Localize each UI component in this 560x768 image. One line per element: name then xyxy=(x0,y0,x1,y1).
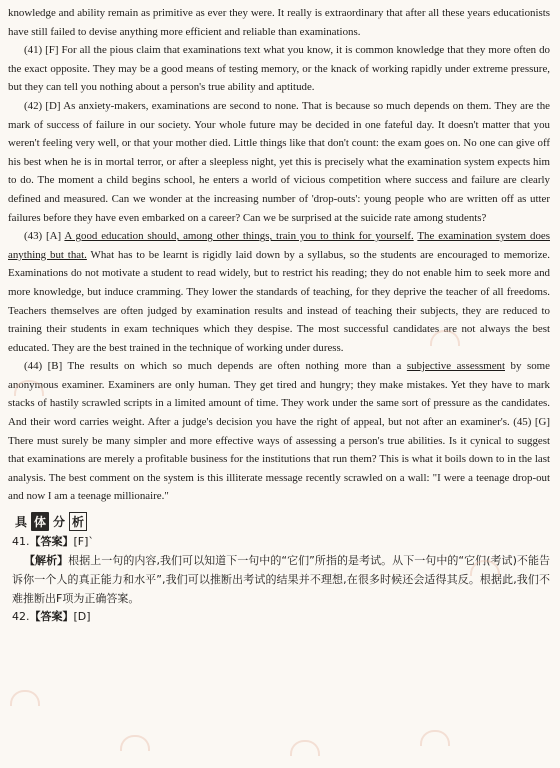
paragraph-44-text-c: by some anonymous examiner. Examiners are only human. They get tired and hungry; they make mistakes. Yet they have to mark stacks of hastily scrawled scripts in a limited amount of time. They work under the same sort of pressure as the candidates. And their word carries weight. After a judge's decision you have the right of appeal, but not after an examiner's. xyxy=(8,360,550,429)
marker-44: (44) [B] xyxy=(24,360,63,373)
paragraph-44 xyxy=(8,357,550,506)
answer-41 xyxy=(12,533,550,551)
intro-text: knowledge and ability remain as primitive as ever they were. It really is extraordinary that after all these years educationists have still failed to devise anything more efficient and reliable than examinations. xyxy=(8,7,550,38)
marker-45: (45) [G] xyxy=(513,416,550,429)
analysis-heading-char-1: 具 xyxy=(15,515,28,530)
answer-41-label: 【答案】 xyxy=(29,535,74,549)
paragraph-41 xyxy=(8,41,550,97)
watermark-logo xyxy=(120,735,152,754)
marker-42: (42) [D] xyxy=(24,99,61,112)
answer-41-value: [F]` xyxy=(73,535,94,549)
analysis-heading-char-2: 体 xyxy=(31,512,49,531)
paragraph-43 xyxy=(8,227,550,357)
paragraph-44-text-d: There must surely be many simpler and more effective ways of assessing a person's true abilities. Is it cynical to suggest that examinations are merely a profitable business for the institutions that run them? This is what it boils down to in the last analysis. The best comment on the system is this illiterate message recently scrawled on a wall: "I were a teenage drop-out and now I am a teenage millionaire." xyxy=(8,434,550,503)
answer-41-number: 41. xyxy=(12,535,30,549)
watermark-logo xyxy=(420,730,452,749)
analysis-41-label: 【解析】 xyxy=(24,554,69,568)
analysis-heading-char-4: 析 xyxy=(69,512,87,531)
paragraph-44-underlined: subjective assessment xyxy=(406,360,505,373)
analysis-41-text: 根据上一句的内容,我们可以知道下一句中的“它们”所指的是考试。从下一句中的“它们(考试)不能告诉你一个人的真正能力和水平”,我们可以推断出考试的结果并不理想,在很多时候还会适得其反。根据此,我们不难推断出F项为正确答案。 xyxy=(12,554,550,606)
answer-42-number: 42. xyxy=(12,610,30,624)
paragraph-43-underlined-a: A good education should, among other things, train you to think for yourself. xyxy=(64,230,414,243)
paragraph-42 xyxy=(8,97,550,227)
paragraph-43-underlined-b: The examination system does anything but that. xyxy=(8,230,550,261)
answer-42 xyxy=(12,608,550,626)
marker-43: (43) [A] xyxy=(24,230,62,243)
analysis-heading xyxy=(14,512,550,531)
paragraph-42-text: As anxiety-makers, examinations are second to none. That is because so much depends on them. They are the mark of success of failure in our society. Your whole future may be decided in one fateful day. It doesn't matter that you weren't feeling very well, or that your mother died. Little things like that don't count: the exam goes on. No one can give off his best when he is in mortal terror, or after a sleepless night, yet this is precisely what the examination system expects him to do. The moment a child begins school, he enters a world of vicious competition where success and failure are clearly defined and measured. Can we wonder at the increasing number of 'drop-outs': young people who are written off as utter failures before they have even embarked on a career? Can we be surprised at the suicide rate among students? xyxy=(8,99,550,224)
marker-41: (41) [F] xyxy=(24,44,59,57)
watermark-logo xyxy=(290,740,322,759)
paragraph-44-text-a: The results on which so much depends are often nothing more than a xyxy=(67,360,402,373)
analysis-heading-char-3: 分 xyxy=(53,515,66,530)
paragraph-43-text: What has to be learnt is rigidly laid down by a syllabus, so the students are encouraged to memorize. Examinations do not motivate a student to read widely, but to restrict his reading; they do not enable him to seek more and more knowledge, but induce cramming. They lower the standards of teaching, for they deprive the teacher of all freedoms. Teachers themselves are often judged by examination results and instead of teaching their subjects, they are reduced to training their students in exam techniques which they despise. The most successful candidates are not always the best educated. They are the best trained in the technique of working under duress. xyxy=(8,248,550,354)
analysis-41 xyxy=(12,551,550,608)
answer-42-value: [D] xyxy=(73,610,91,624)
watermark-logo xyxy=(10,690,42,709)
paragraph-41-text: For all the pious claim that examinations text what you know, it is common knowledge that they more often do the exact opposite. They may be a good means of testing memory, or the knack of working rapidly under extreme pressure, but they can tell you nothing about a person's true ability and aptitude. xyxy=(8,44,551,94)
intro-paragraph xyxy=(8,4,550,41)
answer-42-label: 【答案】 xyxy=(29,610,74,624)
